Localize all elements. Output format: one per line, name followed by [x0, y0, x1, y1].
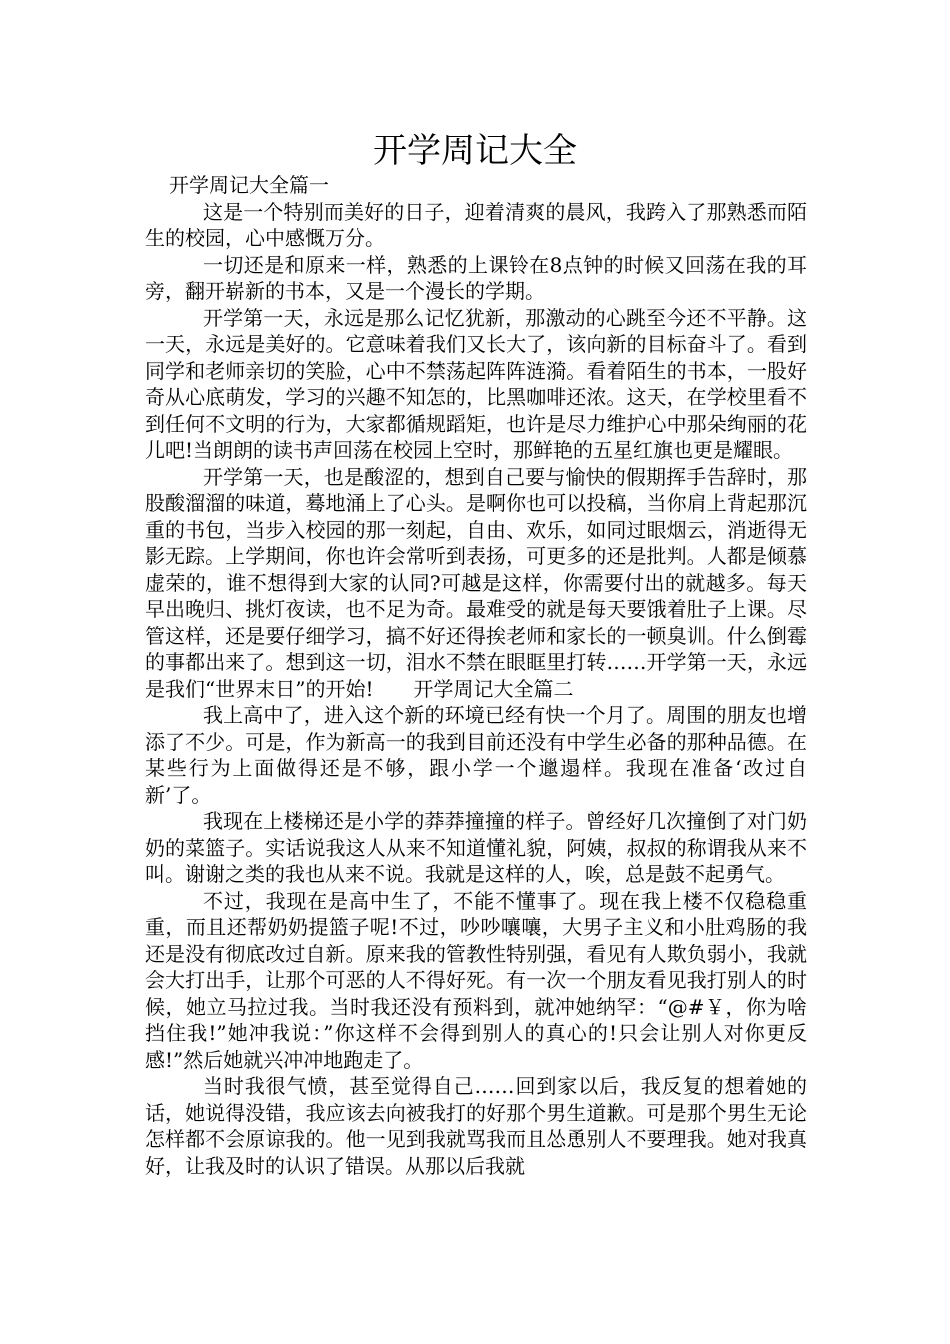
paragraph: 不过，我现在是高中生了，不能不懂事了。现在我上楼不仅稳稳重重，而且还帮奶奶提篮子呢!不过，吵吵嚷嚷，大男子主义和小肚鸡肠的我还是没有彻底改过自新。原来我的管教性特别强，看见有人欺负弱小，我就会大打出手，让那个可恶的人不得好死。有一次一个朋友看见我打别人的时候，她立马拉过我。当时我还没有预料到，就冲她纳罕：“@#￥，你为啥挡住我!”她冲我说：”你这样不会得到别人的真心的!只会让别人对你更反感!”然后她就兴冲冲地跑走了。	[145, 888, 807, 1072]
paragraph: 开学第一天，也是酸涩的，想到自己要与愉快的假期挥手告辞时，那股酸溜溜的味道，蓦地涌上了心头。是啊你也可以投稿，当你肩上背起那沉重的书包，当步入校园的那一刻起，自由、欢乐，如同过眼烟云，消逝得无影无踪。上学期间，你也许会常听到表扬，可更多的还是批判。人都是倾慕虚荣的，谁不想得到大家的认同?可越是这样，你需要付出的就越多。每天早出晚归、挑灯夜读，也不足为奇。最难受的就是每天要饿着肚子上课。尽管这样，还是要仔细学习，搞不好还得挨老师和家长的一顿臭训。什么倒霉的事都出来了。想到这一切，泪水不禁在眼眶里打转……开学第一天，永远是我们“世界末日”的开始! 开学周记大全篇二	[145, 464, 807, 701]
paragraph: 一切还是和原来一样，熟悉的上课铃在8点钟的时候又回荡在我的耳旁，翻开崭新的书本，又是一个漫长的学期。	[145, 252, 807, 303]
paragraph: 开学第一天，永远是那么记忆犹新，那激动的心跳至今还不平静。这一天，永远是美好的。它意味着我们又长大了，该向新的目标奋斗了。看到同学和老师亲切的笑脸，心中不禁荡起阵阵涟漪。看着陌生的书本，一股好奇从心底萌发，学习的兴趣不知怎的，比黑咖啡还浓。这天，在学校里看不到任何不文明的行为，大家都循规蹈矩，也许是尽力维护心中那朵绚丽的花儿吧!当朗朗的读书声回荡在校园上空时，那鲜艳的五星红旗也更是耀眼。	[145, 305, 807, 462]
paragraph: 我现在上楼梯还是小学的莽莽撞撞的样子。曾经好几次撞倒了对门奶奶的菜篮子。实话说我这人从来不知道懂礼貌，阿姨，叔叔的称谓我从来不叫。谢谢之类的我也从来不说。我就是这样的人，唉，总是鼓不起勇气。	[145, 809, 807, 886]
document-body	[145, 172, 807, 1179]
document-title: 开学周记大全	[373, 131, 577, 171]
paragraph: 我上高中了，进入这个新的环境已经有快一个月了。周围的朋友也增添了不少。可是，作为新高一的我到目前还没有中学生必备的那种品德。在某些行为上面做得还是不够，跟小学一个邋遢样。我现在准备‘改过自新’了。	[145, 703, 807, 807]
paragraph: 当时我很气愤，甚至觉得自己……回到家以后，我反复的想着她的话，她说得没错，我应该去向被我打的好那个男生道歉。可是那个男生无论怎样都不会原谅我的。他一见到我就骂我而且怂恿别人不要理我。她对我真好，让我及时的认识了错误。从那以后我就	[145, 1074, 807, 1178]
section-heading: 开学周记大全篇一	[169, 173, 329, 197]
paragraph: 这是一个特别而美好的日子，迎着清爽的晨风，我跨入了那熟悉而陌生的校园，心中感慨万分。	[145, 199, 807, 250]
